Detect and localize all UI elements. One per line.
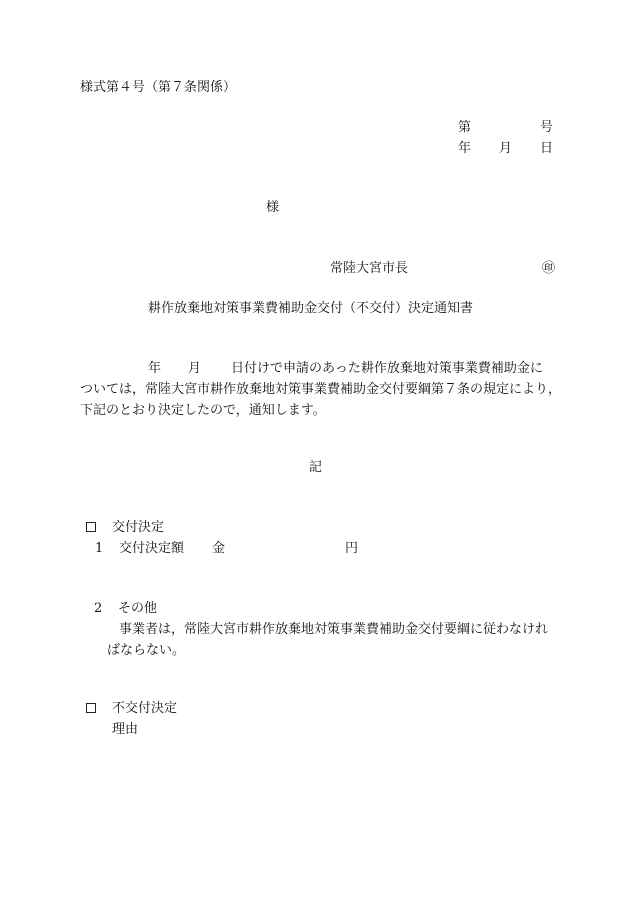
- body-line-3: 下記のとおり決定したので，通知します。: [80, 403, 326, 418]
- issuer-title: 常陸大宮市長: [330, 261, 409, 276]
- checkbox-icon: [86, 522, 96, 532]
- checkbox-icon: [86, 703, 96, 713]
- document-number-prefix: 第: [458, 120, 472, 135]
- seal-mark: ㊞: [542, 261, 556, 276]
- non-grant-decision-label: 不交付決定: [112, 701, 178, 716]
- date-month-label: 月: [499, 141, 513, 156]
- other-item-label: その他: [118, 601, 158, 616]
- body-line-2: ついては，常陸大宮市耕作放棄地対策事業費補助金交付要綱第７条の規定により，: [80, 382, 562, 397]
- non-grant-decision-checkbox[interactable]: [86, 702, 96, 715]
- date-year-label: 年: [458, 141, 472, 156]
- other-text-line-2: ばならない。: [107, 643, 186, 658]
- date-day-label: 日: [540, 141, 554, 156]
- addressee-honorific: 様: [266, 200, 280, 215]
- other-item-number: 2: [94, 601, 103, 616]
- document-title: 耕作放棄地対策事業費補助金交付（不交付）決定通知書: [148, 301, 474, 316]
- grant-decision-label: 交付決定: [112, 520, 165, 535]
- ki-heading: 記: [309, 460, 323, 475]
- amount-item-number: 1: [95, 541, 104, 556]
- body-year-label: 年: [148, 361, 162, 376]
- currency-prefix: 金: [212, 541, 226, 556]
- reason-label: 理由: [112, 722, 139, 737]
- form-number: 様式第４号（第７条関係）: [80, 80, 237, 95]
- body-month-label: 月: [188, 361, 202, 376]
- document-number-suffix: 号: [540, 120, 554, 135]
- other-text-line-1: 事業者は，常陸大宮市耕作放棄地対策事業費補助金交付要綱に従わなけれ: [119, 622, 549, 637]
- grant-decision-checkbox[interactable]: [86, 521, 96, 534]
- body-line-1: 日付けで申請のあった耕作放棄地対策事業費補助金に: [231, 361, 543, 376]
- currency-unit: 円: [345, 541, 359, 556]
- amount-label: 交付決定額: [119, 541, 185, 556]
